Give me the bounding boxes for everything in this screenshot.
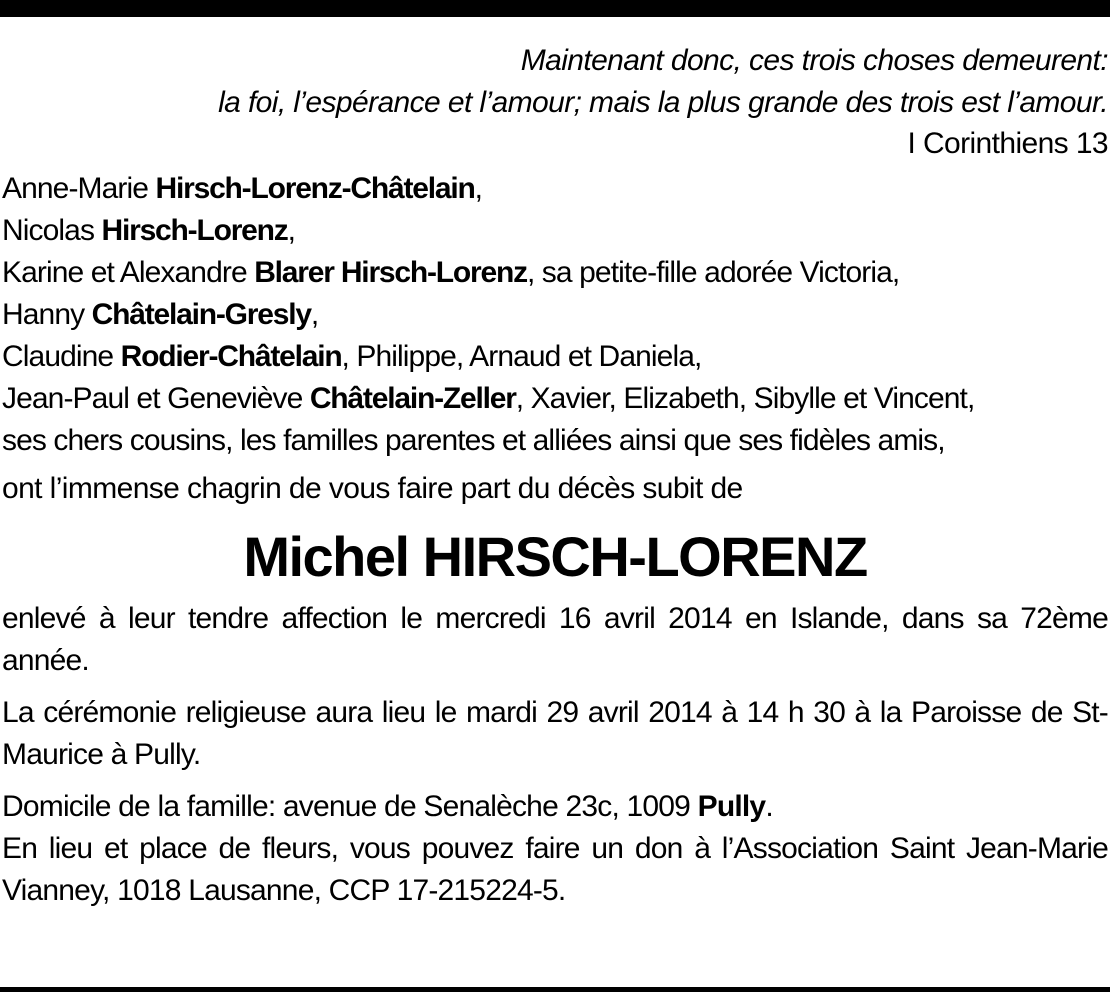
ceremony-paragraph: La cérémonie religieuse aura lieu le mardi 29 avril 2014 à 14 h 30 à la Paroisse de St-Maurice à Pully.	[2, 696, 1108, 771]
family-surname: Rodier-Châtelain	[120, 340, 342, 373]
bottom-rule	[0, 987, 1110, 992]
domicile-town: Pully	[697, 790, 766, 823]
family-line: ses chers cousins, les familles parentes et alliées ainsi que ses fidèles amis,	[2, 424, 945, 457]
family-surname: Châtelain-Zeller	[309, 382, 516, 415]
donation-paragraph: En lieu et place de fleurs, vous pouvez faire un don à l’Association Saint Jean-Marie Vianney, 1018 Lausanne, CCP 17-215224-5.	[2, 832, 1108, 907]
bible-quote	[2, 40, 1108, 124]
quote-line-1: Maintenant donc, ces trois choses demeurent:	[520, 44, 1108, 77]
domicile-paragraph: Domicile de la famille: avenue de Senalèche 23c, 1009 Pully.	[2, 790, 773, 823]
family-line: Anne-Marie Hirsch-Lorenz-Châtelain,	[2, 172, 483, 205]
family-line: Jean-Paul et Geneviève Châtelain-Zeller, Xavier, Elizabeth, Sibylle et Vincent,	[2, 382, 975, 415]
family-line: Nicolas Hirsch-Lorenz,	[2, 214, 296, 247]
top-rule	[0, 0, 1110, 17]
family-line: Claudine Rodier-Châtelain, Philippe, Arnaud et Daniela,	[2, 340, 702, 373]
family-surname: Blarer Hirsch-Lorenz	[254, 256, 527, 289]
announcement: ont l’immense chagrin de vous faire part du décès subit de	[2, 472, 743, 505]
obituary-notice	[2, 40, 1108, 912]
family-surname: Châtelain-Gresly	[91, 298, 311, 331]
quote-reference: I Corinthiens 13	[907, 127, 1108, 160]
family-surname: Hirsch-Lorenz-Châtelain	[155, 172, 475, 205]
family-surname: Hirsch-Lorenz	[101, 214, 288, 247]
passing-paragraph: enlevé à leur tendre affection le mercredi 16 avril 2014 en Islande, dans sa 72ème année.	[2, 602, 1108, 677]
family-list	[2, 168, 1108, 462]
deceased-name: Michel HIRSCH-LORENZ	[243, 525, 867, 588]
quote-line-2: la foi, l’espérance et l’amour; mais la plus grande des trois est l’amour.	[218, 86, 1108, 119]
family-line: Karine et Alexandre Blarer Hirsch-Lorenz, sa petite-fille adorée Victoria,	[2, 256, 900, 289]
family-line: Hanny Châtelain-Gresly,	[2, 298, 319, 331]
